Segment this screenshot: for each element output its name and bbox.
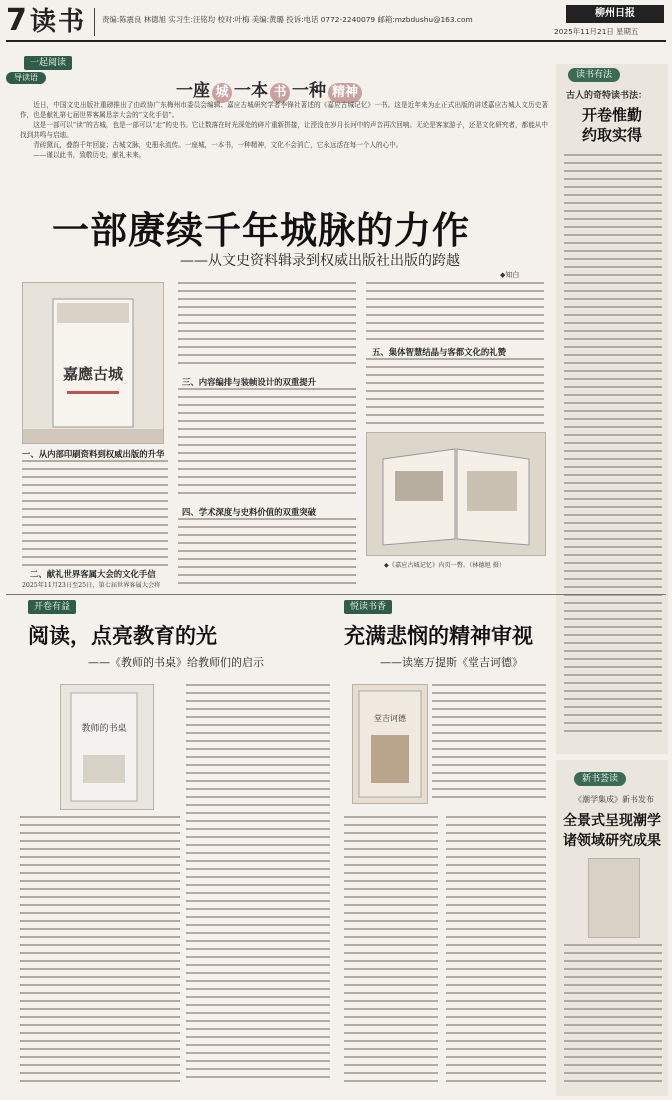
right-article-tag: 悦读书香 — [344, 600, 392, 614]
sidebar-kicker: 古人的奇特读书法： — [566, 91, 648, 101]
right-article-col2 — [446, 816, 546, 1092]
headline-part: 一本 — [234, 81, 268, 101]
new-books-tag: 新书荟读 — [574, 772, 626, 786]
headline-part: 一种 — [292, 81, 326, 101]
new-books-title-line1: 全景式呈现潮学 — [563, 813, 661, 829]
new-book-cover — [588, 858, 640, 938]
new-books-body-text — [564, 944, 662, 1090]
left-article-col1 — [20, 816, 180, 1092]
subhead-5: 五、集体智慧结晶与客都文化的礼赞 — [372, 347, 506, 357]
body-text-column — [22, 460, 168, 568]
body-text-column — [178, 388, 356, 504]
subhead-3: 三、内容编排与装帧设计的双重提升 — [182, 377, 316, 387]
body-text-column — [178, 518, 356, 588]
right-article-col1 — [344, 816, 438, 1092]
sidebar-title-line2: 约取实得 — [581, 126, 642, 144]
lead-paragraph: 近日，中国文史出版社重磅推出了由政协广东梅州市委员会编辑、嘉应古城研究学者李锋社著述的《嘉应古城记忆》一书。这是近年来为止正式出版的讲述嘉应古城人文历史著作，也是献礼第七届世界客属恳亲大会的“文化手信”。 — [20, 101, 548, 119]
right-book-title: 堂吉诃德 — [374, 714, 406, 723]
sidebar-tag: 读书有法 — [568, 68, 620, 82]
byline: ◆知白 — [500, 271, 520, 279]
book-cover-image — [22, 282, 164, 444]
book-interior-photo — [366, 432, 546, 556]
headline-highlight: 城 — [212, 83, 232, 103]
header-divider — [94, 8, 95, 36]
right-book-cover — [352, 684, 428, 804]
lead-paragraph: 青砖黛瓦，叠韵千年回旋；古城文脉，史册永流传。一座城，一本书，一种精神，文化不会消亡，它永远活在每一个人的心中。 — [33, 141, 403, 149]
headline-highlight: 精神 — [328, 83, 362, 103]
left-article-subtitle: ——《教师的书桌》给教师们的启示 — [88, 656, 264, 669]
left-book-cover — [60, 684, 154, 810]
lead-paragraphs — [20, 100, 548, 182]
left-book-title: 教师的书桌 — [81, 724, 127, 734]
sidebar-title-line1: 开卷惟勤 — [581, 106, 642, 124]
book-cover-illustration — [23, 283, 163, 443]
column-tag: 一起阅读 — [24, 56, 72, 70]
right-book-illustration — [353, 685, 427, 803]
photo-caption: ◆《嘉应古城记忆》内页一瞥。（林德旭 摄） — [384, 562, 506, 569]
right-article-col0 — [432, 684, 546, 808]
editor-info: 责编:陈震良 林德旭 实习生:汪铭均 校对:叶梅 美编:黄璐 投诉:电话 0772-2240079 邮箱:mzbdushu@163.com — [102, 15, 473, 24]
subhead-1: 一、从内部印刷资料到权威出版的升华 — [22, 449, 165, 459]
page-number: 7 — [6, 3, 27, 38]
headline-part: 一座 — [176, 81, 210, 101]
right-article-title: 充满悲悯的精神审视 — [344, 624, 533, 648]
open-book-illustration — [367, 433, 545, 555]
body-text-column — [178, 282, 356, 374]
lead-paragraph: 这是一部可以“读”的古城，也是一部可以“走”的史书。它让数落在时光深处的碎片重新拼接，让湮没在岁月长河中的声音再次回响。无论是客家游子，还是文化研究者，都能从中找到共鸣与启迪。 — [20, 121, 548, 139]
subhead-2: 二、献礼世界客属大会的文化手信 — [30, 569, 156, 579]
new-books-title-line2: 诸领域研究成果 — [563, 833, 661, 849]
section-name: 读书 — [30, 7, 87, 37]
body-text-column — [366, 358, 544, 430]
page-header — [6, 4, 666, 42]
sidebar-body-text — [564, 154, 662, 744]
section-rule — [6, 594, 666, 595]
body-text-column — [366, 282, 544, 346]
left-article-title: 阅读，点亮教育的光 — [28, 624, 217, 648]
left-article-col2 — [186, 684, 330, 1092]
lead-paragraph: ——谨以此书，致敬历史，献礼未来。 — [33, 151, 146, 159]
book-cover-title: 嘉應古城 — [62, 365, 124, 383]
main-subtitle: ——从文史资料辑录到权威出版社出版的跨越 — [180, 253, 460, 269]
lead-ribbon: 导读语 — [6, 72, 46, 84]
right-article-subtitle: ——读塞万提斯《堂吉诃德》 — [380, 656, 523, 669]
left-book-illustration — [61, 685, 153, 809]
footer-line: 2025年11月23日至25日，第七届世界客属大会将 — [22, 582, 161, 589]
left-article-tag: 开卷有益 — [28, 600, 76, 614]
issue-date: 2025年11月21日 星期五 — [554, 27, 639, 36]
subhead-4: 四、学术深度与史料价值的双重突破 — [182, 507, 316, 517]
headline-highlight: 书 — [270, 83, 290, 103]
new-books-kicker: 《潮学集成》新书发布 — [574, 795, 654, 804]
top-headline — [176, 76, 364, 103]
main-headline: 一部赓续千年城脉的力作 — [52, 209, 470, 252]
paper-logo: 柳州日报 — [566, 5, 664, 23]
